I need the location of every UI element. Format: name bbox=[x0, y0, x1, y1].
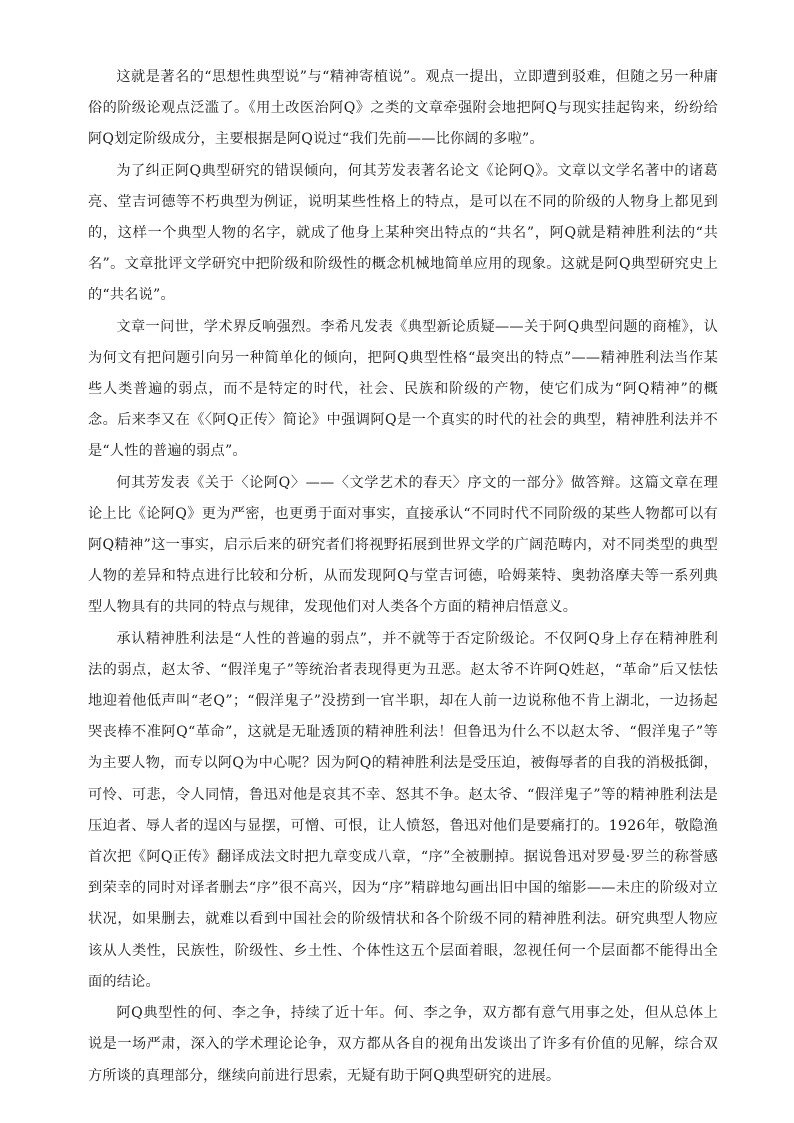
paragraph-1: 这就是著名的“思想性典型说”与“精神寄植说”。观点一提出，立即遭到驳难，但随之另一种庸俗的阶级论观点泛滥了。《用土改医治阿Q》之类的文章牵强附会地把阿Q与现实挂起钩来，纷纷给阿Q划定阶级成分，主要根据是阿Q说过“我们先前——比你阔的多啦”。 bbox=[88, 69, 718, 148]
paragraph-4: 何其芳发表《关于〈论阿Q〉——〈文学艺术的春天〉序文的一部分》做答辩。这篇文章在理论上比《论阿Q》更为严密，也更勇于面对事实，直接承认“不同时代不同阶级的某些人物都可以有阿Q精神”这一事实，启示后来的研究者们将视野拓展到世界文学的广阔范畴内，对不同类型的典型人物的差异和特点进行比较和分析，从而发现阿Q与堂吉诃德，哈姆莱特、奥勃洛摩夫等一系列典型人物具有的共同的特点与规律，发现他们对人类各个方面的精神启悟意义。 bbox=[88, 474, 718, 616]
paragraph-2: 为了纠正阿Q典型研究的错误倾向，何其芳发表著名论文《论阿Q》。文章以文学名著中的诸葛亮、堂吉诃德等不朽典型为例证，说明某些性格上的特点，是可以在不同的阶级的人物身上都见到的，这样一个典型人物的名字，就成了他身上某种突出特点的“共名”，阿Q就是精神胜利法的“共名”。文章批评文学研究中把阶级和阶级性的概念机械地简单应用的现象。这就是阿Q典型研究史上的“共名说”。 bbox=[88, 162, 718, 304]
paragraph-5: 承认精神胜利法是“人性的普遍的弱点”，并不就等于否定阶级论。不仅阿Q身上存在精神胜利法的弱点，赵太爷、“假洋鬼子”等统治者表现得更为丑恶。赵太爷不许阿Q姓赵，“革命”后又怯怯地迎着他低声叫“老Q”；“假洋鬼子”没捞到一官半职，却在人前一边说称他不肯上湖北，一边扬起哭丧棒不准阿Q“革命”，这就是无耻透顶的精神胜利法！但鲁迅为什么不以赵太爷、“假洋鬼子”等为主要人物，而专以阿Q为中心呢？因为阿Q的精神胜利法是受压迫，被侮辱者的自我的消极抵御，可怜、可悲，令人同情，鲁迅对他是哀其不幸、怒其不争。赵太爷、“假洋鬼子”等的精神胜利法是压迫者、辱人者的逞凶与显摆，可憎、可恨，让人愤怒，鲁迅对他们是要痛打的。1926年，敬隐渔首次把《阿Q正传》翻译成法文时把九章变成八章，“序”全被删掉。据说鲁迅对罗曼·罗兰的称誉感到荣幸的同时对译者删去“序”很不高兴，因为“序”精辟地勾画出旧中国的缩影——未庄的阶级对立状况，如果删去，就难以看到中国社会的阶级情状和各个阶级不同的精神胜利法。研究典型人物应该从人类性，民族性，阶级性、乡土性、个体性这五个层面着眼，忽视任何一个层面都不能得出全面的结论。 bbox=[88, 630, 718, 990]
paragraph-3: 文章一问世，学术界反响强烈。李希凡发表《典型新论质疑——关于阿Q典型问题的商榷》，认为何文有把问题引向另一种简单化的倾向，把阿Q典型性格“最突出的特点”——精神胜利法当作某些人类普遍的弱点，而不是特定的时代，社会、民族和阶级的产物，使它们成为“阿Q精神”的概念。后来李又在《〈阿Q正传〉简论》中强调阿Q是一个真实的时代的社会的典型，精神胜利法并不是“人性的普遍的弱点”。 bbox=[88, 318, 718, 460]
paragraph-6: 阿Q典型性的何、李之争，持续了近十年。何、李之争，双方都有意气用事之处，但从总体上说是一场严肃，深入的学术理论论争，双方都从各自的视角出发谈出了许多有价值的见解，综合双方所谈的真理部分，继续向前进行思索，无疑有助于阿Q典型研究的进展。 bbox=[88, 1005, 718, 1084]
document-body bbox=[88, 62, 718, 1092]
